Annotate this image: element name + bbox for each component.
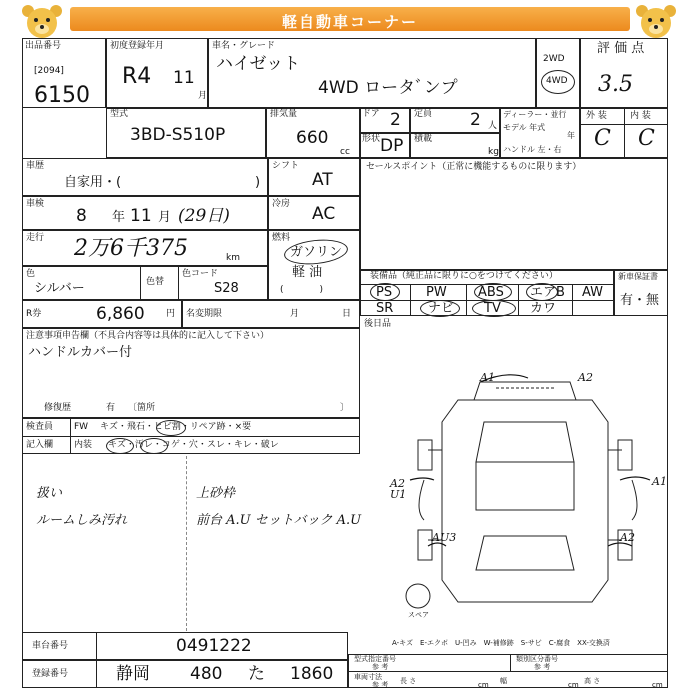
shape-label: 形状 <box>362 134 381 144</box>
equip-leather: カワ <box>530 301 557 316</box>
equip-pw: PW <box>426 285 447 300</box>
equip-navi: ナビ <box>428 301 455 316</box>
dealer-model-year: モデル 年式 <box>503 123 546 132</box>
checker-int-items: キズ・汚レ・コゲ・穴・スレ・キレ・破レ <box>108 440 279 450</box>
color-code-label: 色コード <box>182 269 219 279</box>
color-value: シルバー <box>34 281 85 296</box>
ac-value: AC <box>312 204 336 224</box>
diagram-roof-top <box>474 382 576 400</box>
equipment-col-2 <box>466 284 467 316</box>
displacement-label: 排気量 <box>270 109 298 119</box>
name-change-day-unit: 日 <box>342 309 352 319</box>
repair-bracket-open: 〔箇所 <box>128 403 156 413</box>
rating-ext-value: C <box>594 126 611 151</box>
model-value: 3BD-S510P <box>130 125 226 145</box>
banner-title: 軽自動車コーナー <box>281 13 418 31</box>
sales-point-cell <box>360 158 668 270</box>
drive-value: 4WD <box>546 76 568 86</box>
checker-int-circle-2 <box>140 438 168 454</box>
history-cell <box>22 158 268 196</box>
payload-unit: kg <box>488 147 499 157</box>
recycle-label: R券 <box>26 309 42 319</box>
inspection-year-unit: 年 <box>112 210 126 225</box>
mark-a1-right <box>620 477 650 480</box>
registration-month-unit: 月 <box>198 91 208 101</box>
diagram-body <box>442 400 608 602</box>
header-banner <box>70 7 630 31</box>
hand-note-left-1: 扱い <box>36 486 63 501</box>
dealer-label: ディーラー・並行 <box>503 110 567 119</box>
color-label: 色 <box>26 269 36 279</box>
footer-width: 幅 <box>500 677 507 685</box>
hand-note-right-1: 上砂枠 <box>196 486 236 501</box>
footer-width-cm: cm <box>568 681 579 689</box>
equip-sr: SR <box>376 301 394 316</box>
bear-logo-right-icon <box>632 3 680 43</box>
doors-value: 2 <box>390 110 401 130</box>
notes-label: 注意事項申告欄（不具合内容等は具体的に記入して下さい） <box>26 331 270 341</box>
capacity-unit: 人 <box>488 121 498 131</box>
plate-region: 静岡 <box>116 664 150 684</box>
equip-navi-circle <box>420 300 460 317</box>
dealer-handle: ハンドル 左・右 <box>503 145 562 154</box>
diagram-mirrors <box>428 450 622 540</box>
recycle-value: 6,860 <box>96 304 145 324</box>
diagram-wheel-fl <box>418 440 432 470</box>
checker-fw: FW <box>74 422 89 432</box>
bear-logo-left-icon <box>18 3 66 43</box>
footer-size-ref: 参 考 <box>372 681 389 689</box>
drive-label: 2WD <box>543 54 565 64</box>
equip-airbag-circle <box>526 283 558 301</box>
plate-label: 登録番号 <box>32 669 69 679</box>
displacement-value: 660 <box>296 128 329 148</box>
plate-class: 480 <box>190 664 223 684</box>
equip-ps-circle <box>370 283 400 301</box>
footer-class-label: 類別区分番号 <box>516 655 558 663</box>
inspection-label: 車検 <box>26 199 45 209</box>
registration-label: 初度登録年月 <box>110 41 165 51</box>
displacement-unit: cc <box>340 147 350 157</box>
repair-label: 修復歴 <box>44 403 72 413</box>
mark-label-a1-right: A1 <box>652 475 667 488</box>
mileage-label: 走行 <box>26 233 45 243</box>
equipment-col-4 <box>572 284 573 316</box>
fuel-gasoline: ガソリン <box>290 245 343 260</box>
inspection-day: (29日) <box>178 206 230 226</box>
equipment-label: 装備品（純正品に限りに○をつけてください） <box>370 271 558 281</box>
legend-text: A-キズ E-エクボ U-凹み W-補修跡 S-サビ C-腐食 XX-交換済 <box>392 639 610 647</box>
equip-tv-circle <box>472 300 516 317</box>
car-grade-value: 4WD ロータﾞンプ <box>318 78 458 98</box>
lot-sub: [2094] <box>34 66 64 76</box>
mark-a2u1 <box>410 478 434 480</box>
registration-era: R4 <box>122 64 152 89</box>
capacity-label: 定員 <box>414 109 433 119</box>
diagram-cabin <box>476 462 574 510</box>
sales-point-label: セールスポイント（正常に機能するものに限ります） <box>366 162 582 172</box>
diagram-windshield <box>476 422 574 462</box>
plate-kana: た <box>248 664 265 684</box>
color-code-value: S28 <box>214 281 239 296</box>
history-close: ) <box>255 175 261 190</box>
footer-type-label: 型式指定番号 <box>354 655 396 663</box>
ac-label: 冷房 <box>272 199 291 209</box>
name-change-unit: 月 <box>290 309 300 319</box>
checker-line <box>22 436 360 437</box>
footer-size-label: 車両寸法 <box>354 673 382 681</box>
equip-abs-circle <box>474 283 512 301</box>
equip-aw: AW <box>582 285 604 300</box>
footer-length: 長 さ <box>400 677 417 685</box>
mileage-value: 2万6千375 <box>74 236 188 261</box>
color-divider-2 <box>178 266 179 300</box>
fuel-diesel: 軽 油 <box>292 265 323 280</box>
equip-airbag: エアB <box>530 285 565 300</box>
history-label: 車歴 <box>26 161 45 171</box>
hand-note-left-2: ルームしみ汚れ <box>36 513 128 528</box>
footer-height: 高 さ <box>584 677 601 685</box>
history-value: 自家用・( <box>64 175 122 190</box>
later-install-label: 後日品 <box>364 319 392 329</box>
car-name-value: ハイゼット <box>216 54 301 74</box>
chassis-label: 車台番号 <box>32 641 69 651</box>
equipment-col-1 <box>410 284 411 316</box>
mark-label-a1-top: A1 <box>480 371 495 384</box>
rating-int-label: 内 装 <box>630 111 651 121</box>
footer-height-cm: cm <box>652 681 663 689</box>
diagram-rear-window <box>476 536 574 570</box>
dealer-year-unit: 年 <box>567 131 575 140</box>
car-name-label: 車名・グレード <box>212 41 276 51</box>
equip-ps: PS <box>376 285 393 300</box>
fuel-paren: ( ) <box>280 285 324 295</box>
registration-month: 11 <box>173 68 195 88</box>
shape-value: DP <box>380 136 404 156</box>
equipment-col-3 <box>518 284 519 316</box>
lot-label: 出品番号 <box>25 41 62 51</box>
inspection-year: 8 <box>76 206 87 226</box>
model-label: 型式 <box>110 109 129 119</box>
inspection-month: 11 <box>130 206 152 226</box>
notes-cell <box>22 328 360 418</box>
car-damage-diagram <box>388 370 668 620</box>
hand-note-right-2: 前台 A.U セットバック A.U <box>196 513 362 528</box>
checker-label-2: 記入欄 <box>26 440 54 450</box>
equip-abs: ABS <box>478 285 504 300</box>
name-change-label: 名変期限 <box>186 309 223 319</box>
mileage-unit: km <box>226 253 240 263</box>
rating-label: 評 価 点 <box>597 41 645 56</box>
rating-score: 3.5 <box>598 72 633 97</box>
footer-line <box>348 671 668 672</box>
footer-class-ref: 参 考 <box>534 663 551 671</box>
checker-fw-circle <box>156 420 186 436</box>
diagram-spare-tire <box>406 584 430 608</box>
shift-value: AT <box>312 170 333 190</box>
repair-bracket-close: 〕 <box>340 403 350 413</box>
diagram-wheel-fr <box>618 440 632 470</box>
rating-divider <box>624 108 625 158</box>
spare-label: スペア <box>408 611 429 619</box>
color-divider-1 <box>140 266 141 300</box>
footer-type-ref: 参 考 <box>372 663 389 671</box>
checker-interior: 内装 <box>74 440 93 450</box>
doors-label: ドア <box>362 109 380 119</box>
equip-tv: TV <box>484 301 501 316</box>
rating-int-value: C <box>638 126 655 151</box>
fuel-label: 燃料 <box>272 233 291 243</box>
lot-number: 6150 <box>34 83 90 108</box>
footer-length-cm: cm <box>478 681 489 689</box>
rating-ext-label: 外 装 <box>586 111 607 121</box>
capacity-value: 2 <box>470 110 481 130</box>
notes-dashed-divider <box>186 456 187 631</box>
footer-divider <box>510 654 511 671</box>
repair-value: 有 <box>106 403 116 413</box>
mark-label-au3: AU3 <box>432 531 457 544</box>
shift-label: シフト <box>272 161 300 171</box>
mark-label-a2-bottom: A2 <box>620 531 635 544</box>
payload-label: 積載 <box>414 134 433 144</box>
diagram-doors <box>419 480 637 520</box>
checker-label-1: 検査員 <box>26 422 54 432</box>
warranty-value: 有・無 <box>620 293 660 308</box>
checker-fw-items: キズ・飛石・ヒビ割・リペア跡・×要 <box>100 422 252 432</box>
notes-text: ハンドルカバー付 <box>28 345 133 360</box>
plate-number: 1860 <box>290 664 334 684</box>
checker-int-circle-1 <box>106 438 134 454</box>
color-original-label: 色替 <box>146 277 165 287</box>
warranty-label: 新車保証書 <box>618 272 658 281</box>
chassis-value: 0491222 <box>176 636 252 656</box>
mark-label-a2u1: A2 U1 <box>390 477 407 501</box>
recycle-unit: 円 <box>166 309 176 319</box>
inspection-month-unit: 月 <box>158 210 172 225</box>
rating-sub-line <box>580 124 668 125</box>
mark-label-a2-top: A2 <box>578 371 593 384</box>
